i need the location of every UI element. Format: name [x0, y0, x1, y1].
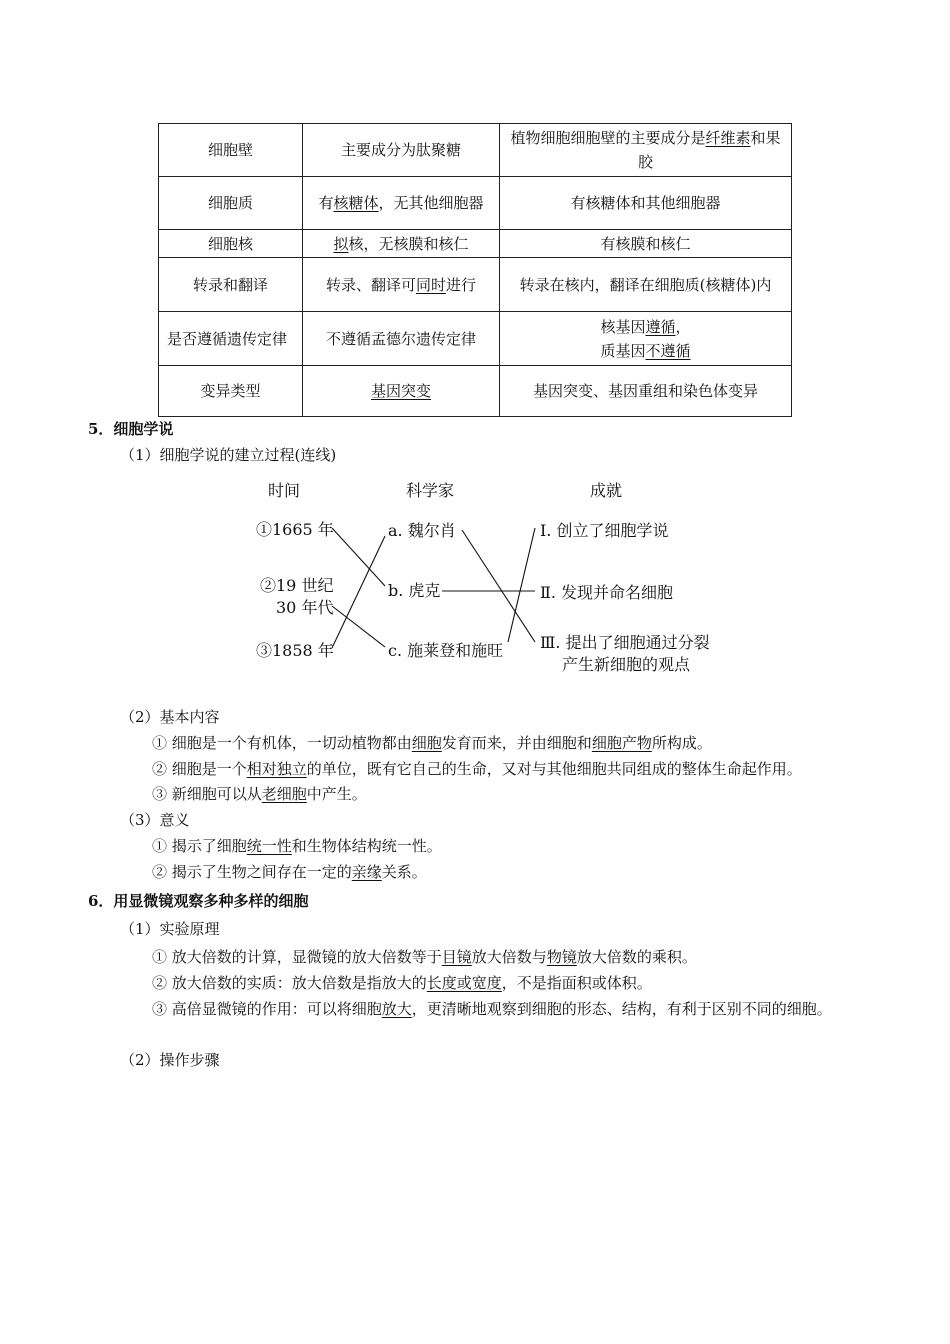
- achievement-2: Ⅱ. 发现并命名细胞: [540, 583, 674, 602]
- table-cell: 转录和翻译: [159, 258, 303, 312]
- subsection-title: （1）实验原理: [120, 920, 220, 938]
- table-cell: 有核糖体，无其他细胞器: [303, 177, 500, 230]
- column-header-achievement: 成就: [590, 481, 623, 500]
- table-cell: 核基因遵循， 质基因不遵循: [500, 312, 792, 366]
- table-row: [159, 177, 792, 230]
- connector-line: [462, 530, 535, 642]
- column-header-time: 时间: [268, 481, 301, 500]
- list-item: ② 放大倍数的实质：放大倍数是指放大的长度或宽度，不是指面积或体积。: [152, 974, 652, 992]
- table-row: [159, 366, 792, 417]
- table-cell: 是否遵循遗传定律: [159, 312, 303, 366]
- table-row: [159, 258, 792, 312]
- time-19th-century: ②19 世纪: [260, 576, 334, 595]
- table-row: [159, 124, 792, 177]
- subsection-title: （2）基本内容: [120, 708, 220, 726]
- section-heading: 6．用显微镜观察多种多样的细胞: [88, 892, 309, 910]
- scientist-hooke: b. 虎克: [388, 581, 441, 600]
- table-cell: 主要成分为肽聚糖: [303, 124, 500, 177]
- time-1858: ③1858 年: [256, 641, 334, 660]
- table-cell: 细胞壁: [159, 124, 303, 177]
- table-cell: 基因突变: [303, 366, 500, 417]
- table-cell: 变异类型: [159, 366, 303, 417]
- section-heading: 5．细胞学说: [88, 420, 174, 438]
- achievement-3: Ⅲ. 提出了细胞通过分裂: [540, 633, 710, 652]
- list-item: ② 揭示了生物之间存在一定的亲缘关系。: [152, 863, 427, 881]
- scientist-schleiden-schwann: c. 施莱登和施旺: [388, 641, 504, 660]
- prokaryote-eukaryote-table: [158, 123, 792, 417]
- list-item: ① 放大倍数的计算，显微镜的放大倍数等于目镜放大倍数与物镜放大倍数的乘积。: [152, 948, 697, 966]
- subsection-title: （1）细胞学说的建立过程(连线): [120, 446, 337, 464]
- table-cell: 细胞核: [159, 230, 303, 258]
- list-item: ② 细胞是一个相对独立的单位，既有它自己的生命，又对与其他细胞共同组成的整体生命起作用。: [152, 760, 802, 778]
- table-row: [159, 230, 792, 258]
- table-cell: 基因突变、基因重组和染色体变异: [500, 366, 792, 417]
- list-item: ③ 高倍显微镜的作用：可以将细胞放大，更清晰地观察到细胞的形态、结构，有利于区别不同的细胞。: [152, 1000, 832, 1018]
- table-cell: 转录、翻译可同时进行: [303, 258, 500, 312]
- table-cell: 不遵循孟德尔遗传定律: [303, 312, 500, 366]
- connector-line: [332, 536, 385, 648]
- table-cell: 转录在核内，翻译在细胞质(核糖体)内: [500, 258, 792, 312]
- table-cell: 拟核，无核膜和核仁: [303, 230, 500, 258]
- connector-line: [332, 528, 385, 586]
- time-1830s: 30 年代: [276, 598, 334, 617]
- list-item: ③ 新细胞可以从老细胞中产生。: [152, 785, 367, 803]
- scientist-virchow: a. 魏尔肖: [388, 521, 456, 540]
- table-cell: 植物细胞细胞壁的主要成分是纤维素和果胶: [500, 124, 792, 177]
- cell-theory-matching-diagram: [240, 472, 740, 677]
- achievement-3-cont: 产生新细胞的观点: [562, 655, 691, 674]
- table-cell: 有核糖体和其他细胞器: [500, 177, 792, 230]
- list-item: ① 细胞是一个有机体，一切动植物都由细胞发育而来，并由细胞和细胞产物所构成。: [152, 734, 712, 752]
- table-cell: 细胞质: [159, 177, 303, 230]
- list-item: ① 揭示了细胞统一性和生物体结构统一性。: [152, 837, 442, 855]
- subsection-title: （2）操作步骤: [120, 1051, 220, 1069]
- table-row: [159, 312, 792, 366]
- achievement-1: Ⅰ. 创立了细胞学说: [540, 521, 669, 540]
- time-1665: ①1665 年: [256, 520, 334, 539]
- connector-line: [332, 606, 385, 647]
- connector-line: [508, 528, 535, 642]
- subsection-title: （3）意义: [120, 811, 190, 829]
- table-cell: 有核膜和核仁: [500, 230, 792, 258]
- column-header-scientist: 科学家: [406, 481, 455, 500]
